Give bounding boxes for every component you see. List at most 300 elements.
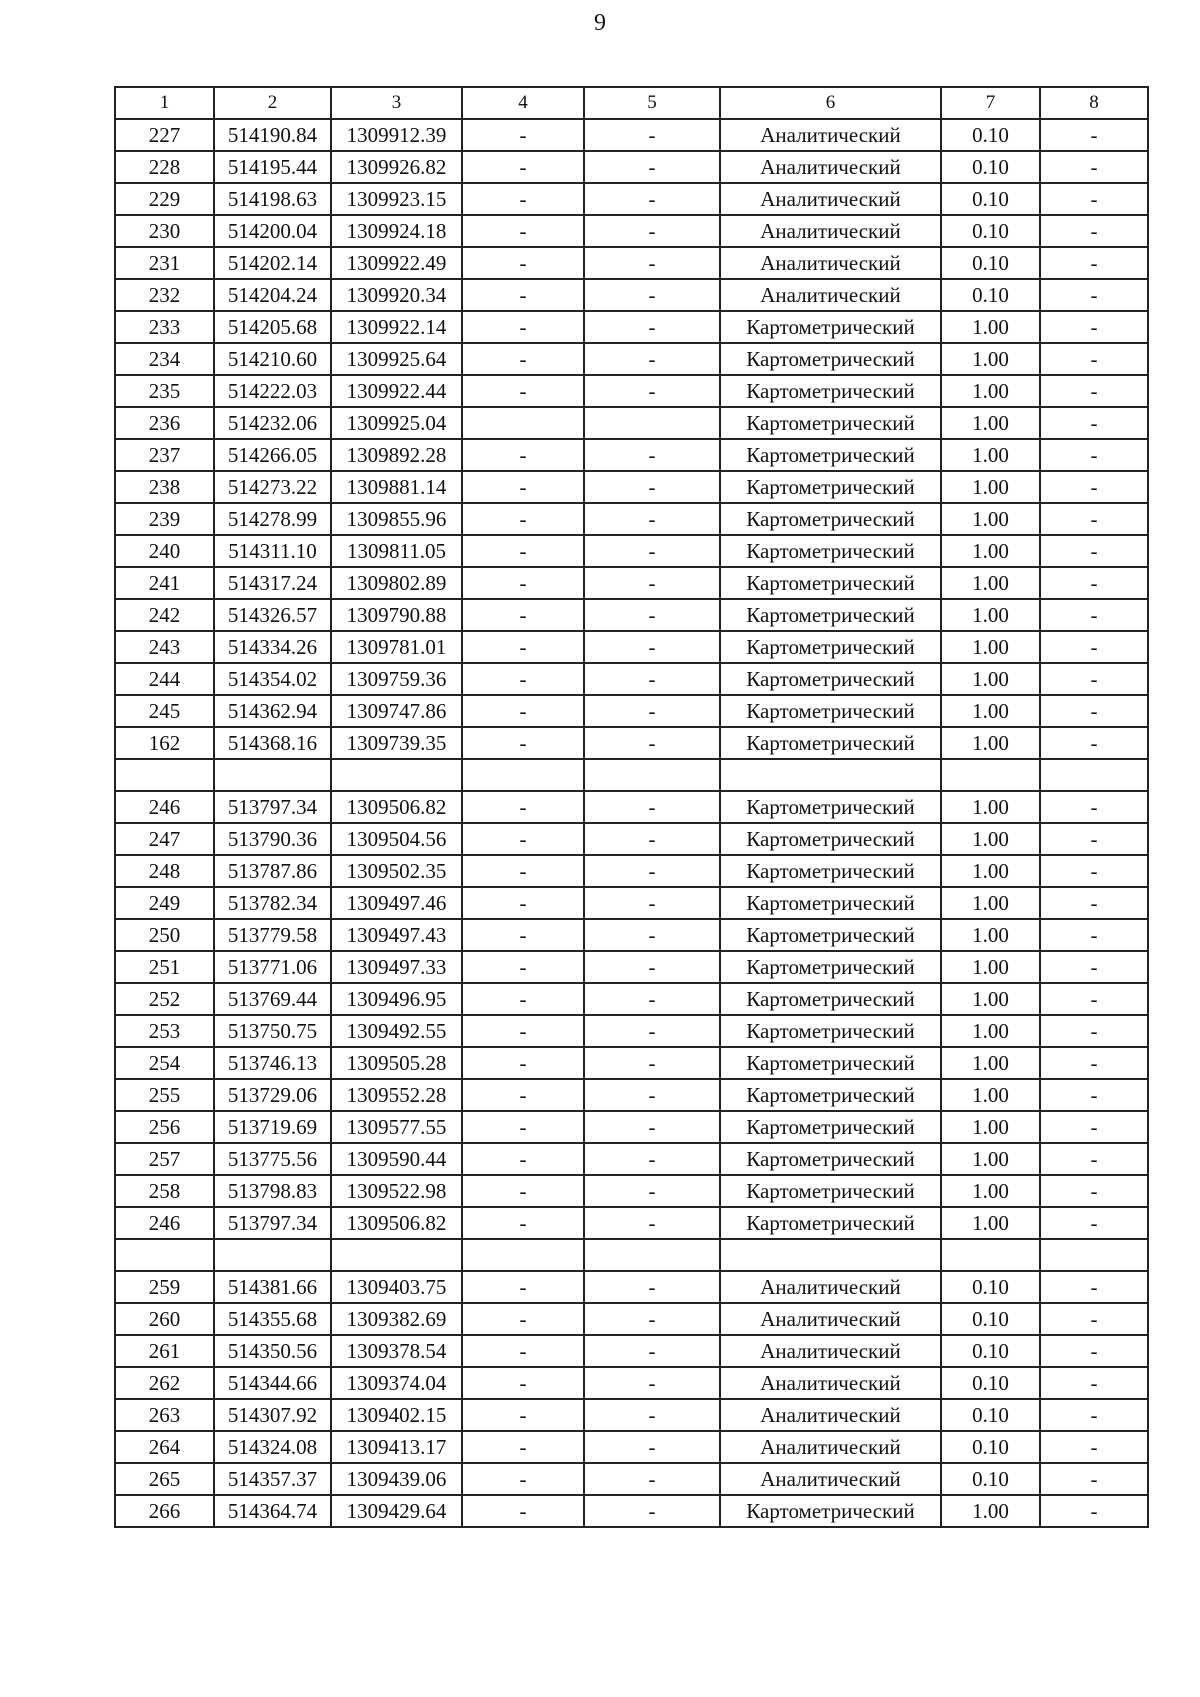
column-4-cell: - [462, 471, 584, 503]
method-cell: Аналитический [720, 279, 941, 311]
accuracy-cell: 1.00 [941, 503, 1040, 535]
point-number-cell: 240 [115, 535, 214, 567]
method-cell: Аналитический [720, 183, 941, 215]
accuracy-cell: 1.00 [941, 535, 1040, 567]
accuracy-cell: 1.00 [941, 375, 1040, 407]
point-number-cell: 263 [115, 1399, 214, 1431]
y-coordinate-cell: 1309922.44 [331, 375, 462, 407]
column-5-cell: - [584, 471, 720, 503]
y-coordinate-cell: 1309506.82 [331, 791, 462, 823]
accuracy-cell: 1.00 [941, 471, 1040, 503]
column-4-cell: - [462, 695, 584, 727]
point-number-cell: 234 [115, 343, 214, 375]
table-row [115, 663, 1148, 695]
point-number-cell: 250 [115, 919, 214, 951]
column-8-cell: - [1040, 1335, 1148, 1367]
column-8-cell: - [1040, 727, 1148, 759]
x-coordinate-cell: 514266.05 [214, 439, 331, 471]
x-coordinate-cell: 514364.74 [214, 1495, 331, 1527]
x-coordinate-cell: 513750.75 [214, 1015, 331, 1047]
method-cell: Картометрический [720, 951, 941, 983]
x-coordinate-cell: 514362.94 [214, 695, 331, 727]
accuracy-cell: 1.00 [941, 695, 1040, 727]
column-8-cell: - [1040, 535, 1148, 567]
point-number-cell: 235 [115, 375, 214, 407]
table-row [115, 407, 1148, 439]
column-5-cell: - [584, 1463, 720, 1495]
column-4-cell: - [462, 823, 584, 855]
x-coordinate-cell: 514210.60 [214, 343, 331, 375]
column-5-cell: - [584, 183, 720, 215]
table-row [115, 471, 1148, 503]
y-coordinate-cell: 1309759.36 [331, 663, 462, 695]
column-4-cell: - [462, 375, 584, 407]
accuracy-cell: 1.00 [941, 855, 1040, 887]
point-number-cell: 230 [115, 215, 214, 247]
column-4-cell: - [462, 119, 584, 151]
x-coordinate-cell: 514202.14 [214, 247, 331, 279]
x-coordinate-cell: 514232.06 [214, 407, 331, 439]
y-coordinate-cell: 1309497.43 [331, 919, 462, 951]
column-4-cell [462, 407, 584, 439]
separator-row [115, 1239, 1148, 1271]
column-8-cell: - [1040, 1271, 1148, 1303]
y-coordinate-cell: 1309504.56 [331, 823, 462, 855]
accuracy-cell: 1.00 [941, 1079, 1040, 1111]
method-cell: Картометрический [720, 1143, 941, 1175]
accuracy-cell: 1.00 [941, 1207, 1040, 1239]
column-5-cell: - [584, 1399, 720, 1431]
column-4-cell: - [462, 215, 584, 247]
column-4-cell: - [462, 951, 584, 983]
y-coordinate-cell [331, 1239, 462, 1271]
column-5-cell [584, 1239, 720, 1271]
column-header-8: 8 [1040, 87, 1148, 119]
point-number-cell: 247 [115, 823, 214, 855]
accuracy-cell: 0.10 [941, 151, 1040, 183]
column-4-cell: - [462, 503, 584, 535]
column-8-cell: - [1040, 503, 1148, 535]
column-5-cell: - [584, 823, 720, 855]
accuracy-cell: 1.00 [941, 791, 1040, 823]
column-8-cell: - [1040, 311, 1148, 343]
y-coordinate-cell: 1309747.86 [331, 695, 462, 727]
accuracy-cell: 0.10 [941, 1463, 1040, 1495]
column-5-cell: - [584, 1079, 720, 1111]
accuracy-cell: 0.10 [941, 1367, 1040, 1399]
column-4-cell: - [462, 311, 584, 343]
x-coordinate-cell: 514324.08 [214, 1431, 331, 1463]
accuracy-cell: 1.00 [941, 983, 1040, 1015]
method-cell: Аналитический [720, 119, 941, 151]
point-number-cell: 236 [115, 407, 214, 439]
point-number-cell: 245 [115, 695, 214, 727]
column-4-cell: - [462, 1143, 584, 1175]
method-cell: Картометрический [720, 1175, 941, 1207]
table-row [115, 887, 1148, 919]
table-row [115, 599, 1148, 631]
table-row [115, 1399, 1148, 1431]
y-coordinate-cell: 1309590.44 [331, 1143, 462, 1175]
method-cell: Картометрический [720, 375, 941, 407]
y-coordinate-cell: 1309926.82 [331, 151, 462, 183]
method-cell: Аналитический [720, 1271, 941, 1303]
point-number-cell: 232 [115, 279, 214, 311]
method-cell: Картометрический [720, 663, 941, 695]
column-8-cell: - [1040, 1015, 1148, 1047]
accuracy-cell: 1.00 [941, 951, 1040, 983]
y-coordinate-cell: 1309924.18 [331, 215, 462, 247]
column-header-2: 2 [214, 87, 331, 119]
method-cell: Картометрический [720, 503, 941, 535]
y-coordinate-cell: 1309522.98 [331, 1175, 462, 1207]
x-coordinate-cell: 514357.37 [214, 1463, 331, 1495]
point-number-cell: 228 [115, 151, 214, 183]
column-8-cell: - [1040, 151, 1148, 183]
y-coordinate-cell: 1309925.64 [331, 343, 462, 375]
accuracy-cell: 1.00 [941, 311, 1040, 343]
y-coordinate-cell: 1309739.35 [331, 727, 462, 759]
method-cell: Картометрический [720, 1047, 941, 1079]
column-4-cell: - [462, 183, 584, 215]
method-cell [720, 1239, 941, 1271]
accuracy-cell: 1.00 [941, 663, 1040, 695]
column-8-cell: - [1040, 695, 1148, 727]
column-header-5: 5 [584, 87, 720, 119]
y-coordinate-cell: 1309496.95 [331, 983, 462, 1015]
column-5-cell: - [584, 983, 720, 1015]
table-row [115, 1111, 1148, 1143]
method-cell: Картометрический [720, 567, 941, 599]
accuracy-cell: 1.00 [941, 727, 1040, 759]
column-8-cell: - [1040, 887, 1148, 919]
method-cell: Аналитический [720, 1303, 941, 1335]
column-8-cell: - [1040, 1367, 1148, 1399]
y-coordinate-cell: 1309497.46 [331, 887, 462, 919]
method-cell: Картометрический [720, 535, 941, 567]
column-4-cell: - [462, 887, 584, 919]
table-row [115, 919, 1148, 951]
column-4-cell: - [462, 1175, 584, 1207]
y-coordinate-cell: 1309925.04 [331, 407, 462, 439]
column-5-cell: - [584, 887, 720, 919]
y-coordinate-cell: 1309855.96 [331, 503, 462, 535]
column-5-cell: - [584, 1335, 720, 1367]
x-coordinate-cell: 514307.92 [214, 1399, 331, 1431]
x-coordinate-cell: 514200.04 [214, 215, 331, 247]
x-coordinate-cell: 513787.86 [214, 855, 331, 887]
method-cell: Аналитический [720, 151, 941, 183]
column-5-cell: - [584, 631, 720, 663]
table-row [115, 631, 1148, 663]
column-8-cell: - [1040, 471, 1148, 503]
column-8-cell: - [1040, 407, 1148, 439]
table-row [115, 311, 1148, 343]
point-number-cell: 231 [115, 247, 214, 279]
point-number-cell: 237 [115, 439, 214, 471]
column-4-cell: - [462, 439, 584, 471]
y-coordinate-cell: 1309378.54 [331, 1335, 462, 1367]
column-8-cell: - [1040, 375, 1148, 407]
point-number-cell: 256 [115, 1111, 214, 1143]
accuracy-cell: 1.00 [941, 1143, 1040, 1175]
x-coordinate-cell: 513746.13 [214, 1047, 331, 1079]
y-coordinate-cell: 1309923.15 [331, 183, 462, 215]
column-4-cell: - [462, 247, 584, 279]
column-8-cell: - [1040, 951, 1148, 983]
column-4-cell: - [462, 1367, 584, 1399]
method-cell: Картометрический [720, 1495, 941, 1527]
y-coordinate-cell: 1309502.35 [331, 855, 462, 887]
method-cell: Аналитический [720, 1463, 941, 1495]
y-coordinate-cell: 1309790.88 [331, 599, 462, 631]
y-coordinate-cell: 1309492.55 [331, 1015, 462, 1047]
method-cell: Аналитический [720, 1431, 941, 1463]
point-number-cell: 264 [115, 1431, 214, 1463]
method-cell: Картометрический [720, 1207, 941, 1239]
method-cell: Картометрический [720, 919, 941, 951]
column-5-cell: - [584, 503, 720, 535]
table-row [115, 183, 1148, 215]
column-5-cell: - [584, 535, 720, 567]
column-5-cell: - [584, 695, 720, 727]
column-4-cell: - [462, 343, 584, 375]
column-8-cell: - [1040, 1399, 1148, 1431]
y-coordinate-cell: 1309505.28 [331, 1047, 462, 1079]
column-8-cell: - [1040, 247, 1148, 279]
y-coordinate-cell: 1309497.33 [331, 951, 462, 983]
accuracy-cell: 1.00 [941, 599, 1040, 631]
point-number-cell: 229 [115, 183, 214, 215]
column-5-cell: - [584, 791, 720, 823]
y-coordinate-cell: 1309374.04 [331, 1367, 462, 1399]
coordinates-table [114, 86, 1149, 1528]
y-coordinate-cell: 1309920.34 [331, 279, 462, 311]
column-4-cell: - [462, 535, 584, 567]
accuracy-cell: 1.00 [941, 567, 1040, 599]
column-8-cell: - [1040, 1463, 1148, 1495]
point-number-cell: 246 [115, 791, 214, 823]
method-cell: Картометрический [720, 599, 941, 631]
point-number-cell: 246 [115, 1207, 214, 1239]
table-row [115, 279, 1148, 311]
point-number-cell: 243 [115, 631, 214, 663]
column-4-cell: - [462, 983, 584, 1015]
table-row [115, 343, 1148, 375]
table-row [115, 247, 1148, 279]
point-number-cell: 252 [115, 983, 214, 1015]
column-header-6: 6 [720, 87, 941, 119]
column-4-cell: - [462, 855, 584, 887]
column-8-cell: - [1040, 1047, 1148, 1079]
x-coordinate-cell: 514368.16 [214, 727, 331, 759]
column-8-cell: - [1040, 119, 1148, 151]
table-row [115, 823, 1148, 855]
x-coordinate-cell: 513782.34 [214, 887, 331, 919]
x-coordinate-cell: 514344.66 [214, 1367, 331, 1399]
column-4-cell [462, 759, 584, 791]
column-8-cell: - [1040, 1495, 1148, 1527]
column-8-cell [1040, 759, 1148, 791]
x-coordinate-cell: 514354.02 [214, 663, 331, 695]
point-number-cell: 239 [115, 503, 214, 535]
column-8-cell: - [1040, 1207, 1148, 1239]
accuracy-cell: 1.00 [941, 823, 1040, 855]
method-cell: Аналитический [720, 1367, 941, 1399]
table-row [115, 1143, 1148, 1175]
method-cell: Аналитический [720, 1399, 941, 1431]
y-coordinate-cell: 1309403.75 [331, 1271, 462, 1303]
column-5-cell [584, 759, 720, 791]
accuracy-cell: 1.00 [941, 407, 1040, 439]
table-row [115, 1495, 1148, 1527]
column-4-cell: - [462, 151, 584, 183]
table-row [115, 1271, 1148, 1303]
x-coordinate-cell: 513798.83 [214, 1175, 331, 1207]
table-row [115, 567, 1148, 599]
table-row [115, 1335, 1148, 1367]
x-coordinate-cell: 513771.06 [214, 951, 331, 983]
column-8-cell: - [1040, 1143, 1148, 1175]
x-coordinate-cell: 513729.06 [214, 1079, 331, 1111]
accuracy-cell: 0.10 [941, 183, 1040, 215]
table-row [115, 1207, 1148, 1239]
method-cell: Картометрический [720, 855, 941, 887]
column-5-cell: - [584, 1367, 720, 1399]
point-number-cell: 162 [115, 727, 214, 759]
column-5-cell: - [584, 567, 720, 599]
y-coordinate-cell: 1309912.39 [331, 119, 462, 151]
column-4-cell: - [462, 599, 584, 631]
table-row [115, 151, 1148, 183]
column-8-cell: - [1040, 183, 1148, 215]
column-8-cell: - [1040, 1175, 1148, 1207]
x-coordinate-cell: 514222.03 [214, 375, 331, 407]
point-number-cell: 253 [115, 1015, 214, 1047]
column-5-cell: - [584, 855, 720, 887]
column-8-cell: - [1040, 215, 1148, 247]
table-body [115, 119, 1148, 1527]
table-row [115, 727, 1148, 759]
point-number-cell: 258 [115, 1175, 214, 1207]
column-4-cell: - [462, 1111, 584, 1143]
column-4-cell: - [462, 919, 584, 951]
point-number-cell: 259 [115, 1271, 214, 1303]
x-coordinate-cell: 514355.68 [214, 1303, 331, 1335]
column-4-cell: - [462, 279, 584, 311]
accuracy-cell: 0.10 [941, 1431, 1040, 1463]
table-row [115, 951, 1148, 983]
x-coordinate-cell [214, 1239, 331, 1271]
point-number-cell: 251 [115, 951, 214, 983]
table-row [115, 1303, 1148, 1335]
point-number-cell: 238 [115, 471, 214, 503]
y-coordinate-cell: 1309402.15 [331, 1399, 462, 1431]
column-8-cell: - [1040, 279, 1148, 311]
table-row [115, 855, 1148, 887]
table-row [115, 1079, 1148, 1111]
x-coordinate-cell: 513719.69 [214, 1111, 331, 1143]
y-coordinate-cell: 1309922.49 [331, 247, 462, 279]
x-coordinate-cell: 514190.84 [214, 119, 331, 151]
accuracy-cell: 0.10 [941, 1271, 1040, 1303]
table-row [115, 439, 1148, 471]
y-coordinate-cell: 1309577.55 [331, 1111, 462, 1143]
column-8-cell: - [1040, 855, 1148, 887]
y-coordinate-cell: 1309552.28 [331, 1079, 462, 1111]
point-number-cell: 261 [115, 1335, 214, 1367]
column-8-cell: - [1040, 567, 1148, 599]
x-coordinate-cell: 514334.26 [214, 631, 331, 663]
accuracy-cell: 0.10 [941, 215, 1040, 247]
column-4-cell: - [462, 1047, 584, 1079]
x-coordinate-cell: 514273.22 [214, 471, 331, 503]
method-cell: Картометрический [720, 471, 941, 503]
table-row [115, 791, 1148, 823]
point-number-cell: 262 [115, 1367, 214, 1399]
column-4-cell: - [462, 1335, 584, 1367]
accuracy-cell: 1.00 [941, 631, 1040, 663]
table-row [115, 119, 1148, 151]
column-8-cell: - [1040, 1079, 1148, 1111]
x-coordinate-cell: 514350.56 [214, 1335, 331, 1367]
column-header-7: 7 [941, 87, 1040, 119]
x-coordinate-cell: 514381.66 [214, 1271, 331, 1303]
column-4-cell [462, 1239, 584, 1271]
column-5-cell: - [584, 1047, 720, 1079]
y-coordinate-cell: 1309429.64 [331, 1495, 462, 1527]
y-coordinate-cell: 1309802.89 [331, 567, 462, 599]
method-cell: Картометрический [720, 695, 941, 727]
column-4-cell: - [462, 727, 584, 759]
accuracy-cell: 0.10 [941, 1335, 1040, 1367]
point-number-cell [115, 759, 214, 791]
x-coordinate-cell: 513775.56 [214, 1143, 331, 1175]
accuracy-cell: 0.10 [941, 1303, 1040, 1335]
column-4-cell: - [462, 1271, 584, 1303]
column-5-cell: - [584, 151, 720, 183]
accuracy-cell: 0.10 [941, 1399, 1040, 1431]
column-5-cell: - [584, 343, 720, 375]
accuracy-cell: 1.00 [941, 1015, 1040, 1047]
point-number-cell: 265 [115, 1463, 214, 1495]
accuracy-cell: 1.00 [941, 1175, 1040, 1207]
column-4-cell: - [462, 1207, 584, 1239]
column-8-cell: - [1040, 631, 1148, 663]
column-5-cell: - [584, 439, 720, 471]
column-5-cell: - [584, 1431, 720, 1463]
method-cell: Картометрический [720, 631, 941, 663]
y-coordinate-cell: 1309382.69 [331, 1303, 462, 1335]
point-number-cell: 233 [115, 311, 214, 343]
column-5-cell: - [584, 1111, 720, 1143]
accuracy-cell: 1.00 [941, 1047, 1040, 1079]
column-5-cell: - [584, 375, 720, 407]
column-header-3: 3 [331, 87, 462, 119]
column-4-cell: - [462, 663, 584, 695]
table-row [115, 1367, 1148, 1399]
column-5-cell: - [584, 311, 720, 343]
point-number-cell: 266 [115, 1495, 214, 1527]
method-cell: Аналитический [720, 247, 941, 279]
point-number-cell: 260 [115, 1303, 214, 1335]
table-row [115, 1047, 1148, 1079]
accuracy-cell [941, 1239, 1040, 1271]
point-number-cell: 254 [115, 1047, 214, 1079]
column-8-cell: - [1040, 983, 1148, 1015]
method-cell: Картометрический [720, 1111, 941, 1143]
method-cell [720, 759, 941, 791]
